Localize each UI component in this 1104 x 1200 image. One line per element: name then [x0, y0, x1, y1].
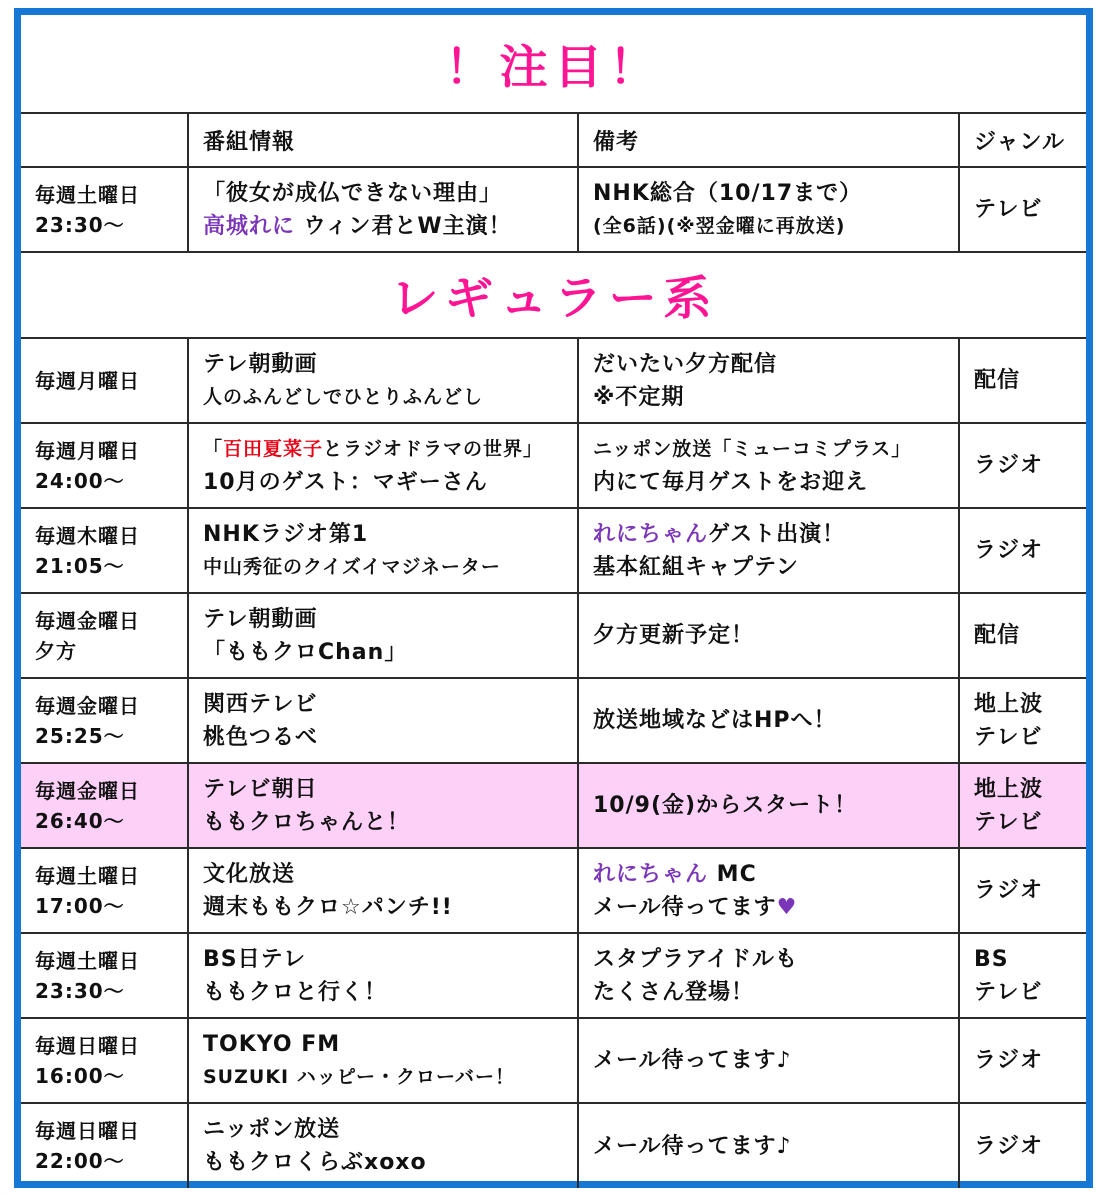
member-name: れにちゃん	[593, 861, 709, 887]
table-row	[21, 678, 1086, 763]
genre-cell: BS テレビ	[959, 933, 1086, 1018]
heart-icon: ♥	[776, 894, 798, 920]
member-name: 百田夏菜子	[223, 437, 324, 460]
note-cell: れにちゃん MC メール待ってます♥	[578, 848, 959, 933]
note-cell: 放送地域などはHPへ！	[578, 678, 959, 763]
genre-cell: 地上波 テレビ	[959, 763, 1086, 848]
day-cell: 毎週月曜日	[21, 338, 188, 423]
program-cell: 関西テレビ 桃色つるべ	[188, 678, 578, 763]
day-cell: 毎週金曜日 26:40〜	[21, 763, 188, 848]
day-cell: 毎週金曜日 夕方	[21, 593, 188, 678]
genre-cell: ラジオ	[959, 423, 1086, 508]
table-row	[21, 338, 1086, 423]
schedule-frame	[14, 8, 1093, 1188]
header-program: 番組情報	[188, 113, 578, 167]
genre-cell: 地上波 テレビ	[959, 678, 1086, 763]
note-cell: れにちゃんゲスト出演！ 基本紅組キャプテン	[578, 508, 959, 593]
program-cell: 文化放送 週末ももクロ☆パンチ!!	[188, 848, 578, 933]
table-row	[21, 1018, 1086, 1103]
genre-cell: ラジオ	[959, 1103, 1086, 1188]
genre-cell: ラジオ	[959, 848, 1086, 933]
genre-cell: 配信	[959, 338, 1086, 423]
regular-title: レギュラー系	[389, 271, 718, 325]
table-row-highlighted	[21, 763, 1086, 848]
member-name: れにちゃん	[593, 521, 709, 547]
regular-section-header	[21, 252, 1086, 338]
program-cell: テレ朝動画 「ももクロChan」	[188, 593, 578, 678]
note-cell: 10/9(金)からスタート！	[578, 763, 959, 848]
featured-section-header	[21, 15, 1086, 113]
header-day	[21, 113, 188, 167]
program-cell: テレビ朝日 ももクロちゃんと！	[188, 763, 578, 848]
table-row	[21, 848, 1086, 933]
note-cell: ニッポン放送「ミューコミプラス」 内にて毎月ゲストをお迎え	[578, 423, 959, 508]
program-cell: ニッポン放送 ももクロくらぶxoxo	[188, 1103, 578, 1188]
program-cell: TOKYO FM SUZUKI ハッピー・クローバー！	[188, 1018, 578, 1103]
day-cell: 毎週土曜日 23:30〜	[21, 167, 188, 252]
table-row	[21, 593, 1086, 678]
table-row	[21, 1103, 1086, 1188]
header-genre: ジャンル	[959, 113, 1086, 167]
day-cell: 毎週日曜日 22:00〜	[21, 1103, 188, 1188]
header-note: 備考	[578, 113, 959, 167]
featured-title: ！注目！	[444, 39, 663, 94]
table-row	[21, 508, 1086, 593]
note-cell: スタプラアイドルも たくさん登場！	[578, 933, 959, 1018]
program-cell: NHKラジオ第1 中山秀征のクイズイマジネーター	[188, 508, 578, 593]
table-header-row	[21, 113, 1086, 167]
note-cell: NHK総合（10/17まで） (全6話)(※翌金曜に再放送)	[578, 167, 959, 252]
note-cell: 夕方更新予定！	[578, 593, 959, 678]
day-cell: 毎週金曜日 25:25〜	[21, 678, 188, 763]
genre-cell: ラジオ	[959, 508, 1086, 593]
day-cell: 毎週木曜日 21:05〜	[21, 508, 188, 593]
genre-cell: 配信	[959, 593, 1086, 678]
member-name: 高城れに	[203, 213, 296, 239]
featured-row	[21, 167, 1086, 252]
note-cell: メール待ってます♪	[578, 1018, 959, 1103]
day-cell: 毎週土曜日 17:00〜	[21, 848, 188, 933]
program-cell: 「彼女が成仏できない理由」 高城れに ウィン君とW主演！	[188, 167, 578, 252]
table-row	[21, 423, 1086, 508]
genre-cell: ラジオ	[959, 1018, 1086, 1103]
day-cell: 毎週月曜日 24:00〜	[21, 423, 188, 508]
note-cell: だいたい夕方配信 ※不定期	[578, 338, 959, 423]
program-cell: BS日テレ ももクロと行く！	[188, 933, 578, 1018]
program-cell: テレ朝動画 人のふんどしでひとりふんどし	[188, 338, 578, 423]
schedule-table	[21, 15, 1086, 1188]
table-row	[21, 933, 1086, 1018]
note-cell: メール待ってます♪	[578, 1103, 959, 1188]
day-cell: 毎週日曜日 16:00〜	[21, 1018, 188, 1103]
genre-cell: テレビ	[959, 167, 1086, 252]
day-cell: 毎週土曜日 23:30〜	[21, 933, 188, 1018]
program-cell: 「百田夏菜子とラジオドラマの世界」 10月のゲスト：マギーさん	[188, 423, 578, 508]
